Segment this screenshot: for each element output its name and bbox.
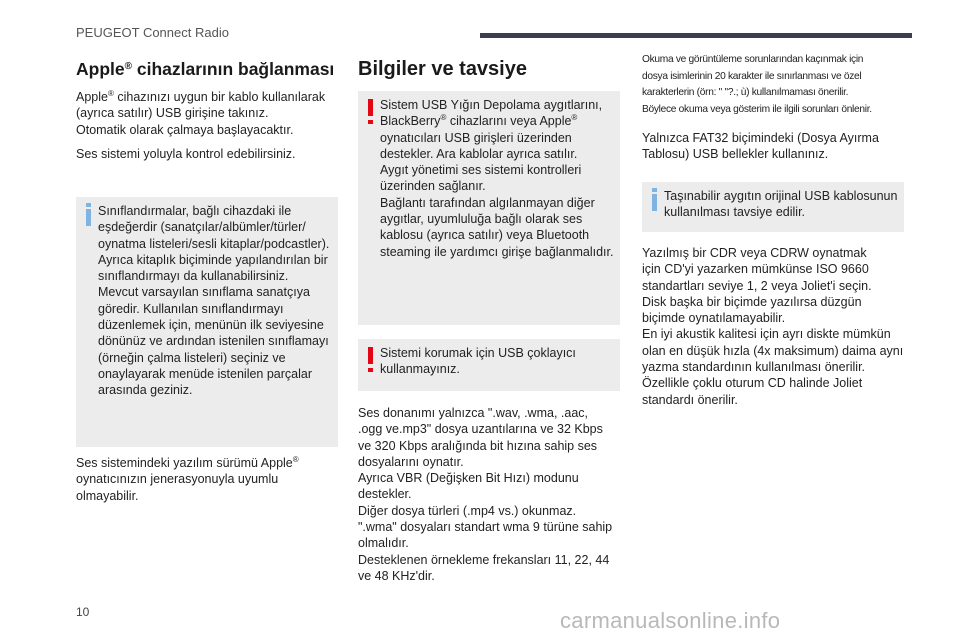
file-formats-paragraph: Ses donanımı yalnızca ".wav, .wma, .aac, .ogg ve.mp3" dosya uzantılarına ve 32 Kbps ve 320 Kbps aralığında bit hızına sahip ses dosyalarını oynatır. Ayrıca VBR (Değişken Bit Hızı) modunu destekler. Diğer dosya türleri (.mp4 vs.) okunmaz. ".wma" dosyaları standart wma 9 türüne sahip olmalıdır. Desteklenen örnekleme frekansları 11, 22, 44 ve 48 KHz'dir.	[358, 406, 613, 583]
info-box-classifications	[76, 197, 338, 447]
header-bar	[480, 33, 912, 38]
warning-box-text: Sistemi korumak için USB çoklayıcı kullanmayınız.	[380, 346, 576, 377]
info-icon	[86, 209, 91, 226]
warning-box-usb-hub	[358, 339, 620, 391]
registered-mark: ®	[124, 61, 132, 72]
info-box-text: Taşınabilir aygıtın orijinal USB kablosunun kullanılması tavsiye edilir.	[664, 189, 898, 220]
header-title: PEUGEOT Connect Radio	[76, 25, 229, 40]
cd-recording-paragraph: Yazılmış bir CDR veya CDRW oynatmak için CD'yi yazarken mümkünse ISO 9660 standartları seviye 1, 2 veya Joliet'i seçin. Disk başka bir biçimde yazılırsa düzgün biçimde oynatılamayabilir. En iyi akustik kalitesi için ayrı diskte mümkün olan en düşük hızla (4x maksimum) daima aynı yazma standardının kullanılması önerilir. Özellikle çoklu oturum CD halinde Joliet standardı önerilir.	[642, 246, 904, 407]
warning-box-text: Sistem USB Yığın Depolama aygıtlarını, BlackBerry® cihazlarını veya Apple® oynatıcıları USB girişleri üzerinden destekler. Ara kablolar ayrıca satılır. Aygıt yönetimi ses sistemi kontrolleri üzerinden sağlanır. Bağlantı tarafından algılanmayan diğer aygıtlar, uyumluluğa bağlı olarak ses kablosu (ayrıca satılır) veya Bluetooth steaming ile yardımcı girişe bağlanmalıdır.	[380, 98, 614, 259]
apple-connect-paragraph: Apple® cihazınızı uygun bir kablo kullanılarak (ayrıca satılır) USB girişine takınız. Otomatik olarak çalmaya başlayacaktır.	[76, 89, 326, 137]
heading-brand: Apple	[76, 59, 125, 79]
info-box-usb-cable	[642, 182, 904, 232]
file-names-note: Okuma ve görüntüleme sorunlarından kaçınmak için dosya isimlerinin 20 karakter ile sınırlanması ve özel karakterlerin (örn: " "?.; ù) kullanılmaması önerilir. Böylece okuma veya gösterim ile ilgili sorunları önlenir.	[642, 54, 872, 115]
fat32-paragraph: Yalnızca FAT32 biçimindeki (Dosya Ayırma Tablosu) USB bellekler kullanınız.	[642, 131, 879, 162]
software-version-paragraph: Ses sistemindeki yazılım sürümü Apple® oynatıcınızın jenerasyonuyla uyumlu olmayabilir.	[76, 455, 299, 503]
watermark: carmanualsonline.info	[560, 608, 781, 633]
info-box-text: Sınıflandırmalar, bağlı cihazdaki ile eşdeğerdir (sanatçılar/albümler/türler/ oynatma listeleri/sesli kitaplar/podcastler). Ayrıca kitaplık biçiminde yapılandırılan bir sınıflandırmayı da kullanabilirsiniz. Mevcut varsayılan sınıflama sanatçıya göredir. Kullanılan sınıflandırmayı düzenlemek için, menünün ilk seviyesine dönünüz ve ardından istenilen sınıflamayı (örneğin çalma listeleri) seçiniz ve onaylayarak menüde istenilen parçalar arasında geziniz.	[98, 204, 330, 398]
warning-box-usb-devices	[358, 91, 620, 325]
control-paragraph: Ses sistemi yoluyla kontrol edebilirsiniz.	[76, 147, 296, 161]
section-heading-apple	[76, 58, 334, 80]
warning-icon	[368, 99, 373, 116]
page-number: 10	[76, 605, 90, 619]
section-heading-info: Bilgiler ve tavsiye	[358, 58, 527, 80]
info-icon	[652, 194, 657, 211]
heading-rest: cihazlarının bağlanması	[132, 59, 335, 79]
warning-icon	[368, 347, 373, 364]
